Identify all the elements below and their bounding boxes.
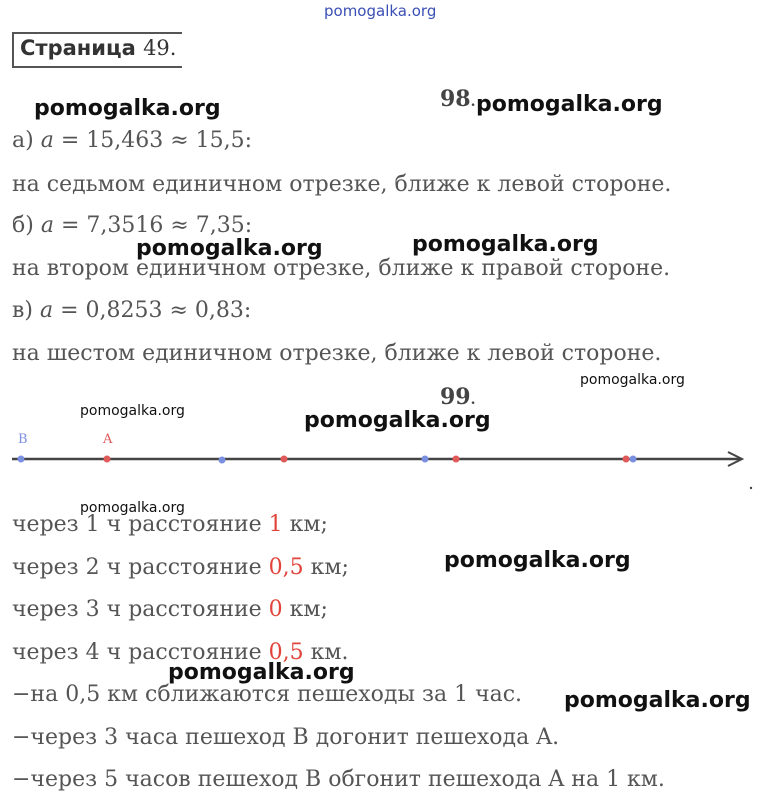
- distance-line-1: через 1 ч расстояние 1 км;: [12, 512, 328, 537]
- number-line-diagram: [0, 425, 763, 495]
- point-b-0: [18, 456, 25, 463]
- watermark: pomogalka.org: [476, 92, 663, 117]
- watermark-top: pomogalka.org: [324, 2, 437, 20]
- watermark: pomogalka.org: [34, 96, 221, 121]
- task-98-answer-a: на седьмом единичном отрезке, ближе к левой стороне.: [12, 172, 672, 197]
- point-a-label: A: [103, 432, 113, 447]
- watermark: pomogalka.org: [412, 232, 599, 257]
- task-98-answer-c: на шестом единичном отрезке, ближе к левой стороне.: [12, 341, 662, 366]
- point-a-2: [453, 456, 460, 463]
- task-98-line-c: в) a = 0,8253 ≈ 0,83:: [12, 298, 252, 323]
- conclusion-line-1: −на 0,5 км сближаются пешеходы за 1 час.: [12, 682, 523, 707]
- point-a-0: [104, 456, 111, 463]
- watermark: pomogalka.org: [304, 408, 491, 433]
- watermark: pomogalka.org: [80, 403, 185, 419]
- stray-dot: [750, 487, 752, 489]
- conclusion-line-3: −через 5 часов пешеход B обгонит пешехода A на 1 км.: [12, 767, 665, 792]
- task-98-line-b: б) a = 7,3516 ≈ 7,35:: [12, 213, 253, 238]
- point-a-3: [623, 456, 630, 463]
- task-98-line-a: а) a = 15,463 ≈ 15,5:: [12, 128, 253, 153]
- point-a-1: [281, 456, 288, 463]
- watermark: pomogalka.org: [80, 500, 185, 516]
- task-98-number: 98.: [440, 86, 476, 112]
- point-b-3: [630, 456, 637, 463]
- watermark: pomogalka.org: [136, 236, 323, 261]
- task-98-answer-b: на втором единичном отрезке, ближе к правой стороне.: [12, 256, 671, 281]
- task-99-number: 99.: [440, 384, 476, 410]
- watermark: pomogalka.org: [444, 548, 631, 573]
- page-title: [20, 36, 176, 60]
- conclusion-line-2: −через 3 часа пешеход B догонит пешехода A.: [12, 725, 560, 750]
- distance-line-2: через 2 ч расстояние 0,5 км;: [12, 555, 349, 580]
- distance-line-4: через 4 ч расстояние 0,5 км.: [12, 640, 349, 665]
- page-title-label: Страница: [20, 36, 136, 60]
- distance-line-3: через 3 ч расстояние 0 км;: [12, 597, 328, 622]
- watermark: pomogalka.org: [168, 660, 355, 685]
- page-title-number: 49.: [143, 36, 177, 60]
- point-b-label: B: [18, 432, 28, 447]
- point-b-2: [422, 456, 429, 463]
- watermark: pomogalka.org: [564, 688, 751, 713]
- watermark: pomogalka.org: [580, 372, 685, 388]
- point-b-1: [219, 457, 226, 464]
